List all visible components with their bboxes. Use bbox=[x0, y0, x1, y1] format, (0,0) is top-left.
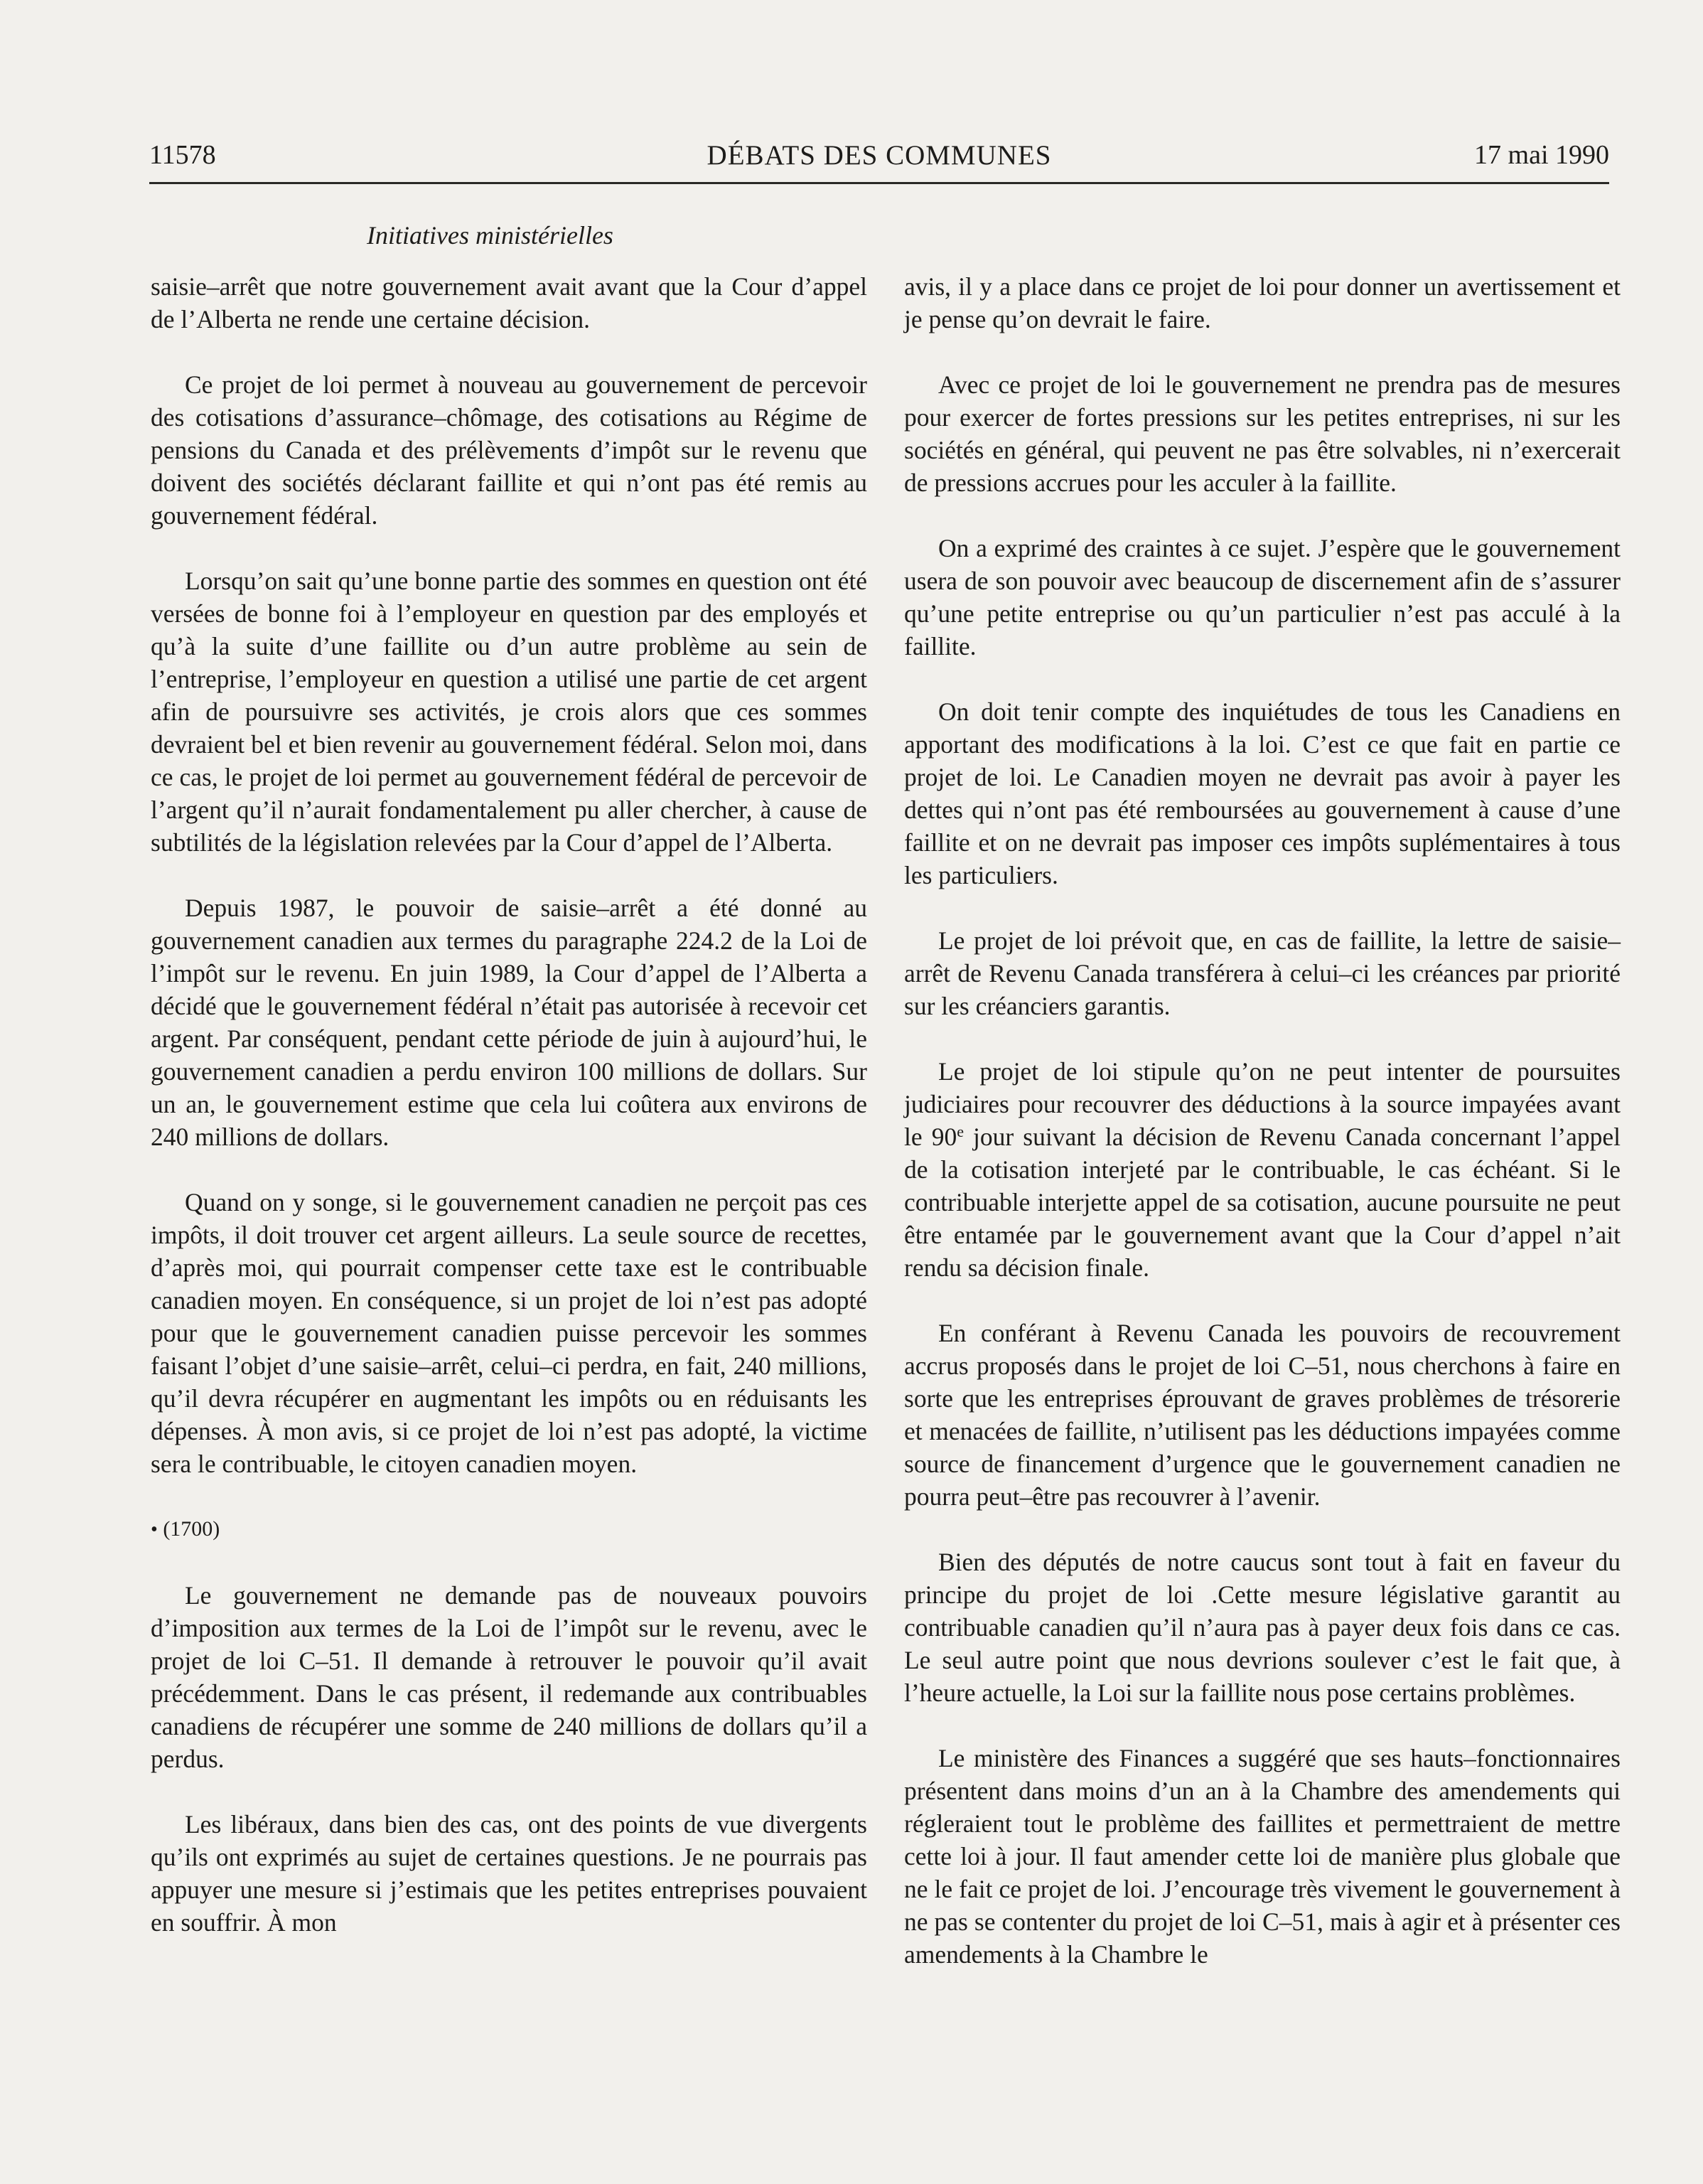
ordinal-superscript: e bbox=[957, 1123, 964, 1140]
bullet-icon: • bbox=[151, 1519, 158, 1541]
right-column bbox=[904, 270, 1621, 2003]
paragraph-text: jour suivant la décision de Revenu Canada concernant l’appel de la cotisation interjeté par le contribuable, le cas échéant. Si le contribuable interjette appel de sa cotisation, aucune poursuite ne peut être entamée par le gouvernement avant que la Cour d’appel n’ait rendu sa décision finale. bbox=[904, 1123, 1621, 1282]
paragraph: Le gouvernement ne demande pas de nouveaux pouvoirs d’imposition aux termes de la Loi de l’impôt sur le revenu, avec le projet de loi C–51. Il demande à retrouver le pouvoir qu’il avait précédemment. Dans le cas présent, il redemande aux contribuables canadiens de récupérer une somme de 240 millions de dollars qu’il a perdus. bbox=[151, 1581, 867, 1773]
paragraph-text: Le projet de loi stipule qu’on ne peut intenter de poursuites judiciaires pour recouvrer des déductions à la source impayées avant le 90 bbox=[904, 1057, 1621, 1151]
paragraph: On a exprimé des craintes à ce sujet. J’espère que le gouvernement usera de son pouvoir avec beaucoup de discernement afin de s’assurer qu’une petite entreprise ou qu’un particulier n’est pas acculé à la faillite. bbox=[904, 534, 1621, 660]
paragraph: Ce projet de loi permet à nouveau au gouvernement de percevoir des cotisations d’assurance–chômage, des cotisations au Régime de pensions du Canada et des prélèvements d’impôt sur le revenu que doivent des sociétés déclarant faillite et qui n’ont pas été remis au gouvernement fédéral. bbox=[151, 370, 867, 530]
paragraph: Avec ce projet de loi le gouvernement ne prendra pas de mesures pour exercer de fortes pressions sur les petites entreprises, ni sur les sociétés en général, qui peuvent ne pas être solvables, ni n’exercerait de pressions accrues pour les acculer à la faillite. bbox=[904, 370, 1621, 497]
paragraph: Lorsqu’on sait qu’une bonne partie des sommes en question ont été versées de bonne foi à l’employeur en question par des employés et qu’à la suite d’une faillite ou d’un autre problème au sein de l’entreprise, l’employeur en question a utilisé une partie de cet argent afin de poursuivre ses activités, je crois alors que ces sommes devraient bel et bien revenir au gouvernement fédéral. Selon moi, dans ce cas, le projet de loi permet au gouvernement fédéral de percevoir de l’argent qu’il n’aurait fondamentalement pu aller chercher, à cause de subtilités de la législation relevées par la Cour d’appel de l’Alberta. bbox=[151, 567, 867, 857]
publication-title: DÉBATS DES COMMUNES bbox=[707, 140, 1052, 171]
paragraph: Bien des députés de notre caucus sont tout à fait en faveur du principe du projet de loi .Cette mesure législative garantit au contribuable canadien qu’il n’aura pas à payer deux fois dans ce cas. Le seul autre point que nous devrions soulever c’est le fait que, à l’heure actuelle, la Loi sur la faillite nous pose certains problèmes. bbox=[904, 1548, 1621, 1707]
header-rule bbox=[149, 182, 1609, 184]
time-marker-label: (1700) bbox=[163, 1517, 220, 1541]
paragraph bbox=[904, 1055, 1621, 1284]
publication-date: 17 mai 1990 bbox=[1474, 140, 1609, 170]
paragraph: On doit tenir compte des inquiétudes de tous les Canadiens en apportant des modifications à la loi. C’est ce que fait en partie ce projet de loi. Le Canadien moyen ne devrait pas avoir à payer les dettes qui n’ont pas été remboursées au gouvernement à cause d’une faillite et on ne devrait pas imposer ces impôts suplémentaires à tous les particuliers. bbox=[904, 697, 1621, 889]
paragraph: Quand on y songe, si le gouvernement canadien ne perçoit pas ces impôts, il doit trouver cet argent ailleurs. La seule source de recettes, d’après moi, qui pourrait compenser cette taxe est le contribuable canadien moyen. En conséquence, si un projet de loi n’est pas adopté pour que le gouvernement canadien puisse percevoir les sommes faisant l’objet d’une saisie–arrêt, celui–ci perdra, en fait, 240 millions, qu’il devra récupérer en augmentant les impôts ou en réduisants les dépenses. À mon avis, si ce projet de loi n’est pas adopté, la victime sera le contribuable, le citoyen canadien moyen. bbox=[151, 1188, 867, 1478]
paragraph: avis, il y a place dans ce projet de loi pour donner un avertissement et je pense qu’on devrait le faire. bbox=[904, 272, 1621, 333]
section-title: Initiatives ministérielles bbox=[367, 221, 613, 250]
page-header bbox=[149, 139, 1609, 182]
paragraph: Le projet de loi prévoit que, en cas de faillite, la lettre de saisie–arrêt de Revenu Canada transférera à celui–ci les créances par priorité sur les créanciers garantis. bbox=[904, 926, 1621, 1020]
page-number: 11578 bbox=[149, 140, 216, 170]
paragraph: Le ministère des Finances a suggéré que ses hauts–fonctionnaires présentent dans moins d’un an à la Chambre des amendements qui régleraient tout le problème des faillites et permettraient de mettre cette loi à jour. Il faut amender cette loi de manière plus globale que ne le fait ce projet de loi. J’encourage très vivement le gouvernement à ne pas se contenter du projet de loi C–51, mais à agir et à présenter ces amendements à la Chambre le bbox=[904, 1744, 1621, 1969]
left-column bbox=[151, 270, 867, 1971]
paragraph: Depuis 1987, le pouvoir de saisie–arrêt a été donné au gouvernement canadien aux termes du paragraphe 224.2 de la Loi de l’impôt sur le revenu. En juin 1989, la Cour d’appel de l’Alberta a décidé que le gouvernement fédéral n’était pas autorisée à recevoir cet argent. Par conséquent, pendant cette période de juin à aujourd’hui, le gouvernement canadien a perdu environ 100 millions de dollars. Sur un an, le gouvernement estime que cela lui coûtera aux environs de 240 millions de dollars. bbox=[151, 894, 867, 1151]
paragraph: En conférant à Revenu Canada les pouvoirs de recouvrement accrus proposés dans le projet de loi C–51, nous cherchons à faire en sorte que les entreprises éprouvant de graves problèmes de trésorerie et menacées de faillite, n’utilisent pas les déductions impayées comme source de financement d’urgence que le gouvernement canadien ne pourra peut–être pas recouvrer à l’avenir. bbox=[904, 1319, 1621, 1511]
paragraph: saisie–arrêt que notre gouvernement avait avant que la Cour d’appel de l’Alberta ne rende une certaine décision. bbox=[151, 272, 867, 333]
time-marker bbox=[151, 1513, 867, 1546]
paragraph: Les libéraux, dans bien des cas, ont des points de vue divergents qu’ils ont exprimés au sujet de certaines questions. Je ne pourrais pas appuyer une mesure si j’estimais que les petites entreprises pouvaient en souffrir. À mon bbox=[151, 1810, 867, 1937]
